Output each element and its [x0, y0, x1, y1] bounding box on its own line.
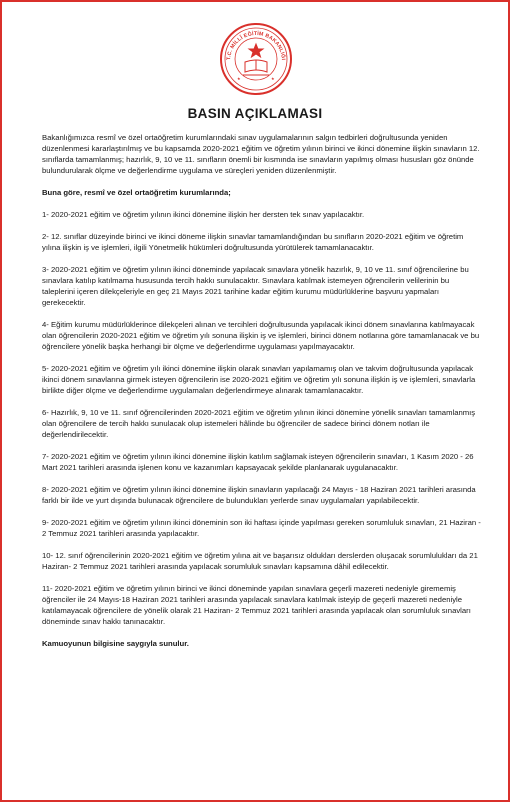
page-title: BASIN AÇIKLAMASI	[187, 106, 323, 121]
svg-text:★: ★	[237, 76, 241, 81]
list-item: 4- Eğitim kurumu müdürlüklerince dilekçeleri alınan ve tercihleri doğrultusunda yapılacak ikinci dönem sınavlarına katılmayacak olan öğrencilerin 2020-2021 eğitim ve öğretim yılı sonuna ilişkin iş ve işlemleri, birinci dönem notlarına göre tamamlanacak ve bu öğrencilere yönelik başka herhangi bir ölçme ve değerlendirme uygulaması yapılmayacaktır.	[42, 320, 480, 351]
list-item: 3- 2020-2021 eğitim ve öğretim yılının ikinci döneminde yapılacak sınavlara yönelik hazırlık, 9, 10 ve 11. sınıf öğrencilerine bu sınavlara katılıp katılmama hususunda tercih hakkı sunulacaktır. Sınavlara katılmak istemeyen öğrencilerin velilerinin bu taleplerini içeren dilekçeleriyle en geç 21 Mayıs 2021 tarihine kadar eğitim kurumu müdürlüklerine başvuru yapmaları gerekecektir.	[42, 265, 469, 307]
list-item: 8- 2020-2021 eğitim ve öğretim yılının ikinci dönemine ilişkin sınavların yapılacağı 24 Mayıs - 18 Haziran 2021 tarihleri arasında farklı bir ilde ve yurt dışında bulunacak öğrencilere de bulundukları yerlerde sınav uygulamaları yapılabilecektir.	[42, 485, 476, 505]
list-item: 10- 12. sınıf öğrencilerinin 2020-2021 eğitim ve öğretim yılına ait ve başarısız oldukları derslerden oluşacak sorumlulukları da 21 Haziran- 2 Temmuz 2021 tarihleri arasında yapılacak sorumluluk sınavları kapsamına dâhil edilecektir.	[42, 551, 478, 571]
intro-paragraph: Bakanlığımızca resmî ve özel ortaöğretim kurumlarındaki sınav uygulamalarının salgın tedbirleri doğrultusunda yeniden düzenlenmesi kararlaştırılmış ve bu kapsamda 2020-2021 eğitim ve öğretim yılının birinci ve ikinci dönemine ilişkin sınavların 12. sınıflarda tamamlanmış; hazırlık, 9, 10 ve 11. sınıfların önemli bir kısmında ise sınavların yapılmış olması hususları göz önünde bulundurularak ölçme ve değerlendirme uygulama ve süreçleri yeniden düzenlenmiştir.	[42, 133, 480, 175]
list-item: 5- 2020-2021 eğitim ve öğretim yılı ikinci dönemine ilişkin olarak sınavları yapılamamış olan ve takvim doğrultusunda yapılacak ikinci dönem sınavlarına girmek isteyen öğrencilerin ise 2020-2021 eğitim ve öğretim yılı sonuna ilişkin iş ve işlemleri, sınavlarla birlikte diğer ölçme ve değerlendirme uygulamaları değerlendirmeye alınarak tamamlanacaktır.	[42, 364, 476, 395]
press-release-body	[42, 132, 482, 660]
list-item: 6- Hazırlık, 9, 10 ve 11. sınıf öğrencilerinden 2020-2021 eğitim ve öğretim yılının ikinci dönemine yönelik sınavları tamamlanmış olan öğrencilere de tercih hakkı sunulacak olup istemeleri hâlinde bu öğrenciler de sadece birinci dönem notları ile değerlendirilecektir.	[42, 408, 476, 439]
list-item: 11- 2020-2021 eğitim ve öğretim yılının birinci ve ikinci döneminde yapılan sınavlara geçerli mazereti nedeniyle girememiş öğrenciler ile 24 Mayıs-18 Haziran 2021 tarihleri arasında yapılacak sınavlara katılmak isteyip de geçerli mazereti nedeniyle katılamayacak öğrencilere de yönelik olarak 21 Haziran- 2 Temmuz 2021 tarihleri arasında yapılacak olan sorumluluk sınavları döneminde sınav hakkı tanınacaktır.	[42, 584, 471, 626]
list-item: 7- 2020-2021 eğitim ve öğretim yılının ikinci dönemine ilişkin katılım sağlamak isteyen öğrencilerin sınavları, 1 Kasım 2020 - 26 Mart 2021 tarihleri arasında işlenen konu ve kazanımları kapsayacak şekilde planlanarak uygulanacaktır.	[42, 452, 474, 472]
lead-paragraph: Buna göre, resmî ve özel ortaöğretim kurumlarında;	[42, 188, 231, 197]
list-item: 9- 2020-2021 eğitim ve öğretim yılının ikinci döneminin son iki haftası içinde yapılması gereken sorumluluk sınavları, 21 Haziran - 2 Temmuz 2021 tarihleri arasında yapılacaktır.	[42, 518, 481, 538]
list-item: 1- 2020-2021 eğitim ve öğretim yılının ikinci dönemine ilişkin her dersten tek sınav yapılacaktır.	[42, 210, 365, 219]
ministry-seal-logo	[219, 22, 293, 96]
svg-text:T.C. MİLLÎ EĞİTİM BAKANLIĞI: T.C. MİLLÎ EĞİTİM BAKANLIĞI	[225, 30, 286, 61]
svg-text:★: ★	[271, 76, 275, 81]
closing-paragraph: Kamuoyunun bilgisine saygıyla sunulur.	[42, 639, 189, 648]
list-item: 2- 12. sınıflar düzeyinde birinci ve ikinci döneme ilişkin sınavlar tamamlandığından bu sınıfların 2020-2021 eğitim ve öğretim yılına ilişkin iş ve işlemleri, ilgili Yönetmelik hükümleri doğrultusunda yürütülerek tamamlanacaktır.	[42, 232, 464, 252]
